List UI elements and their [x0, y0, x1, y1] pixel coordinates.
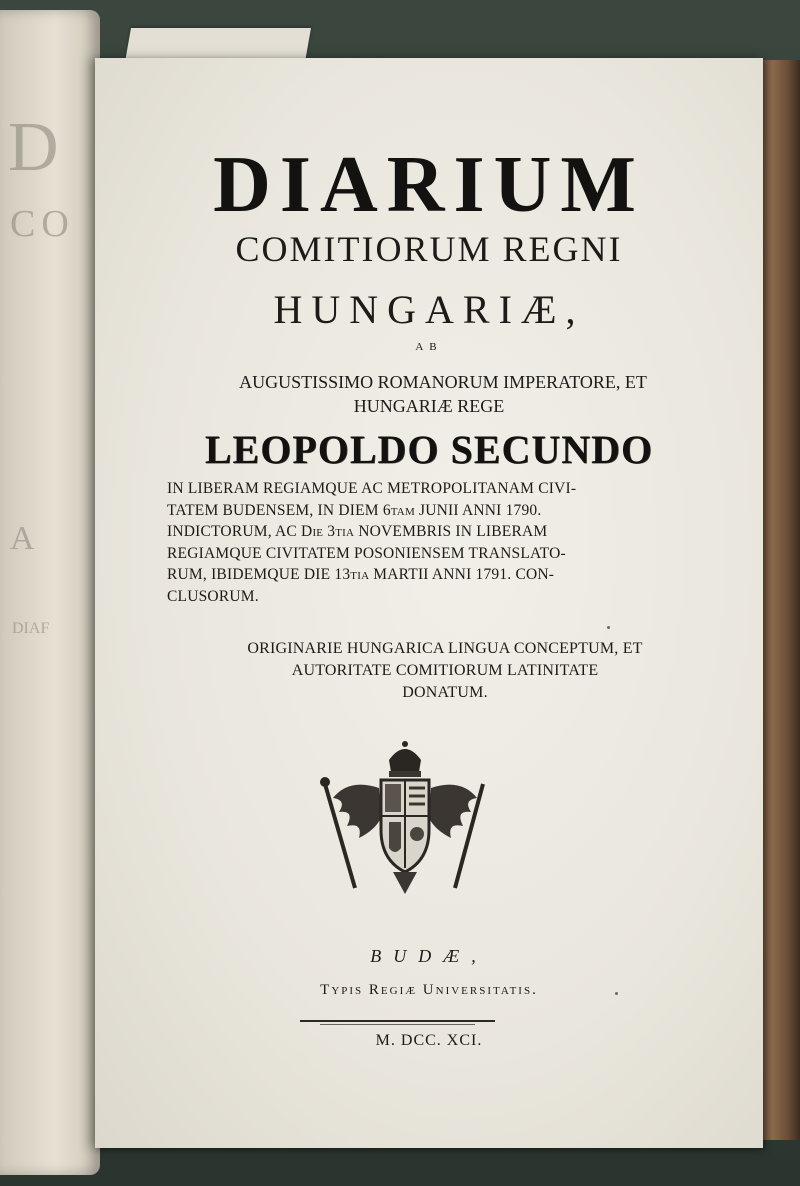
book-title: DIARIUM — [213, 141, 645, 229]
origin-paragraph — [165, 638, 725, 704]
subtitle-line-1: COMITIORUM REGNI — [235, 229, 623, 269]
bleed-through-letter: A — [10, 520, 35, 557]
bleed-through-word: DIAF — [12, 620, 50, 637]
imprint-place: BUDÆ, — [370, 946, 488, 966]
title-page — [95, 58, 763, 1148]
paragraph-line: RUM, IBIDEMQUE DIE 13tia MARTII ANNI 1791. CON- — [167, 566, 555, 584]
imprint-printer: Typis Regiæ Universitatis. — [320, 982, 538, 998]
dedication-line-1: AUGUSTISSIMO ROMANORUM IMPERATORE, ET — [239, 372, 647, 392]
paper-flap — [125, 28, 311, 62]
paragraph-line: INDICTORUM, AC Die 3tia NOVEMBRIS IN LIBERAM — [167, 523, 548, 541]
previous-page-edge — [0, 10, 100, 1175]
bleed-through-letters: CO — [10, 203, 75, 245]
emperor-name: LEOPOLDO SECUNDO — [204, 427, 654, 472]
paper-speck — [607, 626, 610, 629]
preposition-ab: AB — [415, 341, 443, 353]
imprint-rule-thin — [320, 1024, 475, 1025]
paragraph-line: DONATUM. — [402, 684, 488, 701]
bleed-through-letter: D — [8, 109, 59, 186]
description-paragraph — [167, 478, 727, 608]
paragraph-line: CLUSORUM. — [167, 587, 259, 605]
imprint-year: M. DCC. XCI. — [375, 1032, 483, 1049]
paragraph-line: TATEM BUDENSEM, IN DIEM 6tam JUNII ANNI 1790. — [167, 501, 542, 519]
paragraph-line: IN LIBERAM REGIAMQUE AC METROPOLITANAM CIVI- — [167, 480, 577, 497]
subtitle-line-2: HUNGARIÆ, — [273, 287, 585, 332]
book-spine — [758, 60, 800, 1140]
paper-speck — [615, 992, 618, 995]
paragraph-line: REGIAMQUE CIVITATEM POSONIENSEM TRANSLATO- — [167, 544, 566, 562]
paragraph-line: AUTORITATE COMITIORUM LATINITATE — [291, 662, 599, 679]
imprint-rule — [300, 1020, 495, 1022]
dedication-line-2: HUNGARIÆ REGE — [353, 396, 505, 416]
paragraph-line: ORIGINARIE HUNGARICA LINGUA CONCEPTUM, ET — [247, 640, 643, 657]
coat-of-arms-icon — [319, 738, 491, 898]
